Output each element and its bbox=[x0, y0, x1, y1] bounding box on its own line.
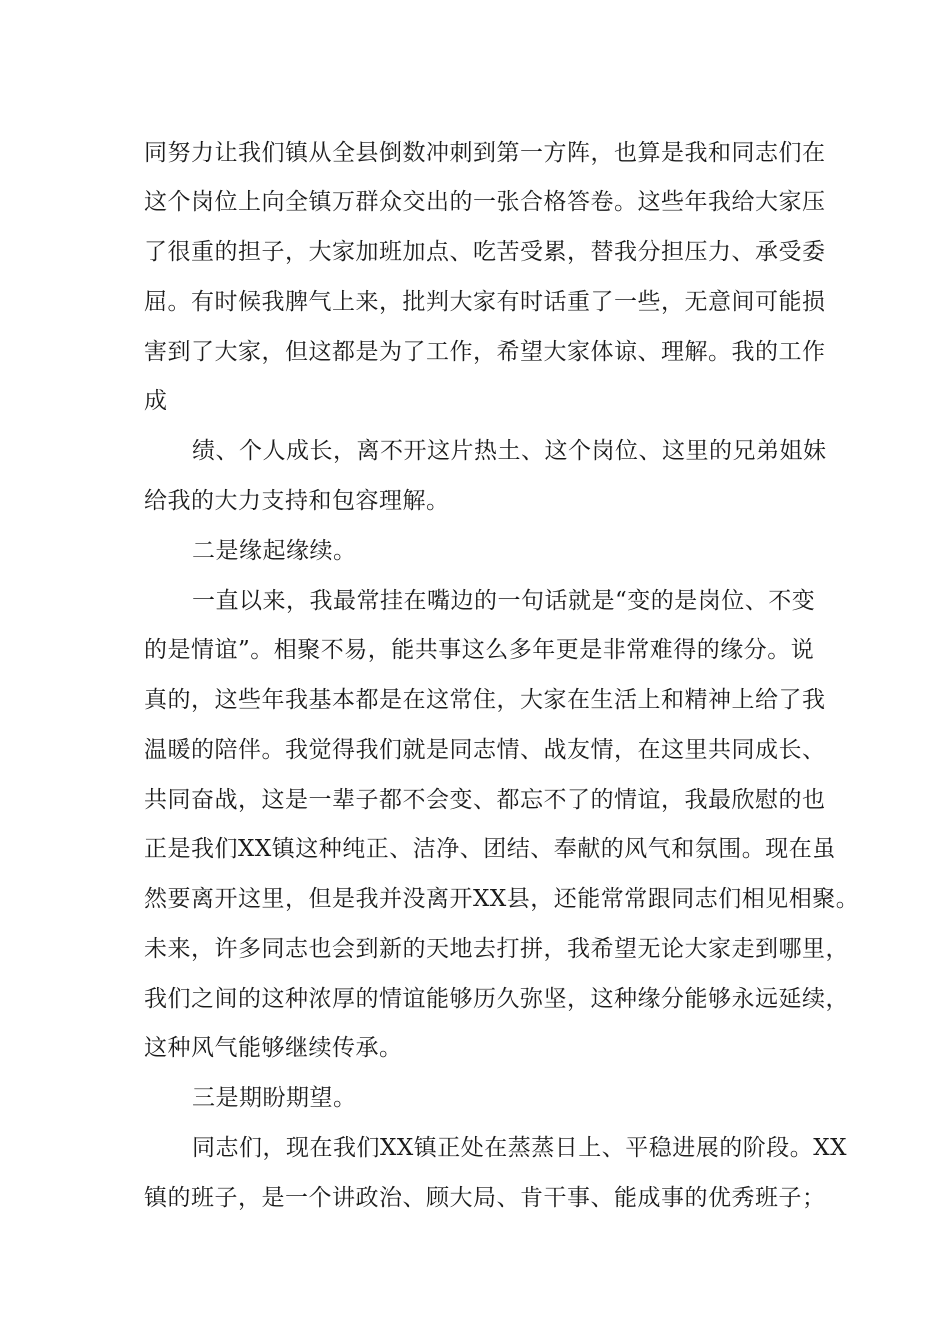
text-line: 的是情谊”。相聚不易，能共事这么多年更是非常难得的缘分。说 bbox=[144, 637, 815, 663]
text-line: 成 bbox=[144, 388, 168, 414]
text-line: 一直以来，我最常挂在嘴边的一句话就是“变的是岗位、不变 bbox=[192, 588, 816, 614]
text-line: 害到了大家，但这都是为了工作，希望大家体谅、理解。我的工作 bbox=[144, 339, 826, 365]
section-heading: 二是缘起缘续。 bbox=[192, 538, 357, 564]
text-line: 温暖的陪伴。我觉得我们就是同志情、战友情，在这里共同成长、 bbox=[144, 737, 826, 763]
text-line: 这种风气能够继续传承。 bbox=[144, 1035, 403, 1061]
text-line: 同努力让我们镇从全县倒数冲刺到第一方阵，也算是我和同志们在 bbox=[144, 140, 826, 166]
text-line: 屈。有时候我脾气上来，批判大家有时话重了一些，无意间可能损 bbox=[144, 289, 826, 315]
text-line: 共同奋战，这是一辈子都不会变、都忘不了的情谊，我最欣慰的也 bbox=[144, 787, 826, 813]
text-line: 给我的大力支持和包容理解。 bbox=[144, 488, 450, 514]
text-line: 绩、个人成长，离不开这片热土、这个岗位、这里的兄弟姐妹 bbox=[192, 438, 827, 464]
text-line: 未来，许多同志也会到新的天地去打拼，我希望无论大家走到哪里， bbox=[144, 936, 849, 962]
text-line: 这个岗位上向全镇万群众交出的一张合格答卷。这些年我给大家压 bbox=[144, 189, 826, 215]
text-line: 正是我们XX镇这种纯正、洁净、团结、奉献的风气和氛围。现在虽 bbox=[144, 836, 836, 862]
text-line: 了很重的担子，大家加班加点、吃苦受累，替我分担压力、承受委 bbox=[144, 239, 826, 265]
text-line: 真的，这些年我基本都是在这常住，大家在生活上和精神上给了我 bbox=[144, 687, 826, 713]
section-heading: 三是期盼期望。 bbox=[192, 1085, 357, 1111]
text-line: 我们之间的这种浓厚的情谊能够历久弥坚，这种缘分能够永远延续， bbox=[144, 986, 849, 1012]
text-line: 镇的班子，是一个讲政治、顾大局、肯干事、能成事的优秀班子； bbox=[144, 1185, 826, 1211]
text-line: 同志们，现在我们XX镇正处在蒸蒸日上、平稳进展的阶段。XX bbox=[192, 1135, 847, 1161]
text-line: 然要离开这里，但是我并没离开XX县，还能常常跟同志们相见相聚。 bbox=[144, 886, 860, 912]
